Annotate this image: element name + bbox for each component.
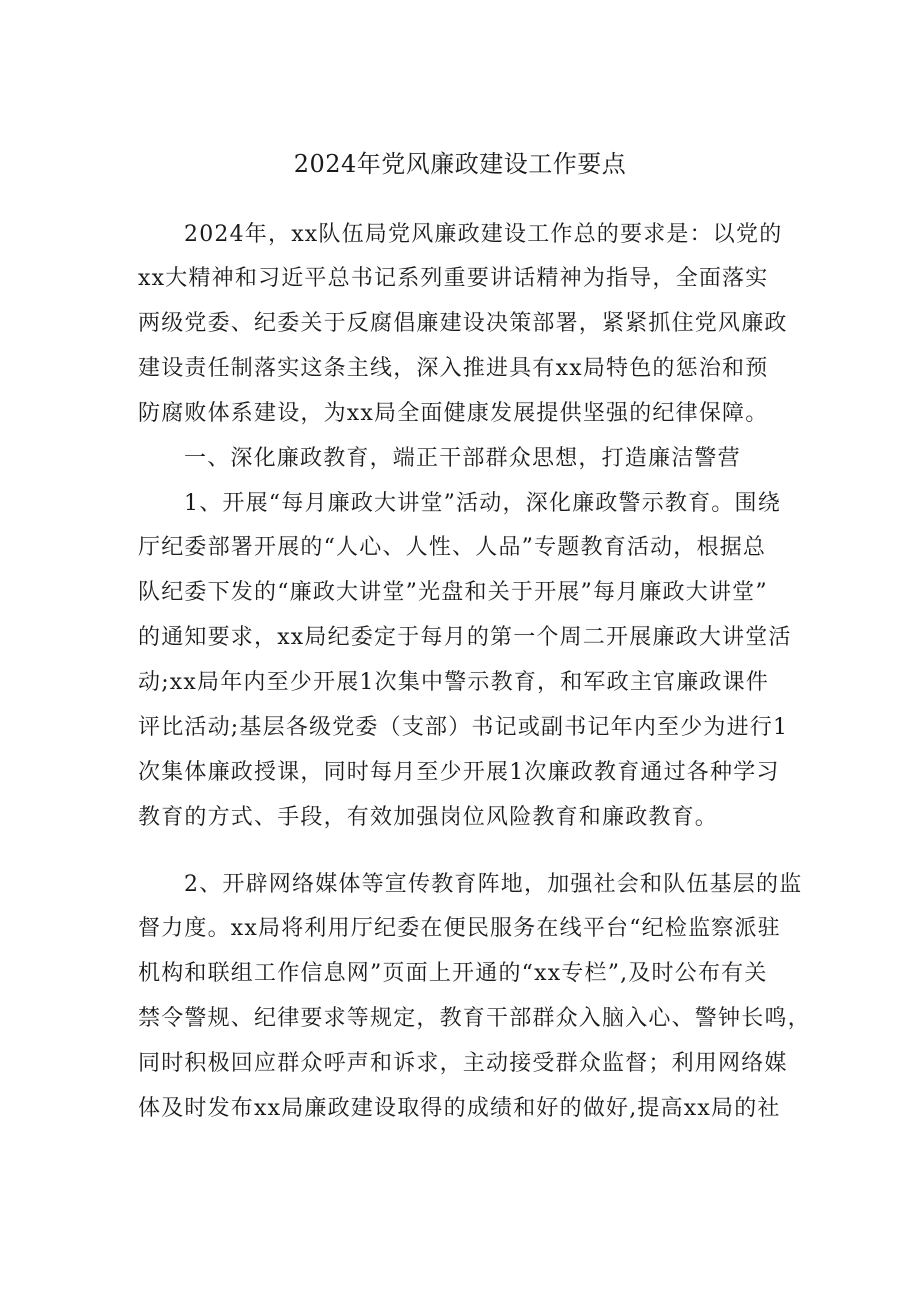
item-2-line-2: 督力度。xx局将利用厅纪委在便民服务在线平台“纪检监察派驻	[138, 916, 781, 941]
paragraph-intro-line-3: 两级党委、纪委关于反腐倡廉建设决策部署，紧紧抓住党风廉政	[138, 311, 788, 336]
document-title: 2024年党风廉政建设工作要点	[293, 150, 627, 178]
item-2-line-1: 2、开辟网络媒体等宣传教育阵地，加强社会和队伍基层的监	[184, 872, 803, 897]
item-1-line-6: 评比活动;基层各级党委（支部）书记或副书记年内至少为进行1	[138, 715, 789, 740]
item-2-line-6: 体及时发布xx局廉政建设取得的成绩和好的做好,提高xx局的社	[138, 1096, 781, 1121]
paragraph-intro-line-1: 2024年，xx队伍局党风廉政建设工作总的要求是：以党的	[184, 222, 783, 247]
item-1-line-8: 教育的方式、手段，有效加强岗位风险教育和廉政教育。	[138, 805, 719, 830]
paragraph-intro-line-5: 防腐败体系建设，为xx局全面健康发展提供坚强的纪律保障。	[138, 401, 769, 426]
paragraph-intro-line-4: 建设责任制落实这条主线，深入推进具有xx局特色的惩治和预	[138, 356, 769, 381]
paragraph-intro-line-2: xx大精神和习近平总书记系列重要讲话精神为指导，全面落实	[138, 266, 769, 291]
item-2-line-5: 同时积极回应群众呼声和诉求，主动接受群众监督；利用网络媒	[138, 1051, 788, 1076]
item-2-line-3: 机构和联组工作信息网”页面上开通的“xx专栏”,及时公布有关	[138, 961, 768, 986]
item-1-line-5: 动;xx局年内至少开展1次集中警示教育，和军政主官廉政课件	[138, 670, 770, 695]
item-1-line-1: 1、开展“每月廉政大讲堂”活动，深化廉政警示教育。围绕	[184, 491, 781, 516]
item-2-line-4: 禁令警规、纪律要求等规定，教育干部群众入脑入心、警钟长鸣，	[138, 1006, 811, 1031]
item-1-line-2: 厅纪委部署开展的“人心、人性、人品”专题教育活动，根据总	[138, 535, 767, 560]
item-1-line-4: 的通知要求，xx局纪委定于每月的第一个周二开展廉政大讲堂活	[138, 625, 792, 650]
section-heading-1: 一、深化廉政教育，端正干部群众思想，打造廉洁警营	[184, 446, 741, 471]
item-1-line-3: 队纪委下发的“廉政大讲堂”光盘和关于开展”每月廉政大讲堂”	[138, 580, 768, 605]
item-1-line-7: 次集体廉政授课，同时每月至少开展1次廉政教育通过各种学习	[138, 760, 780, 785]
